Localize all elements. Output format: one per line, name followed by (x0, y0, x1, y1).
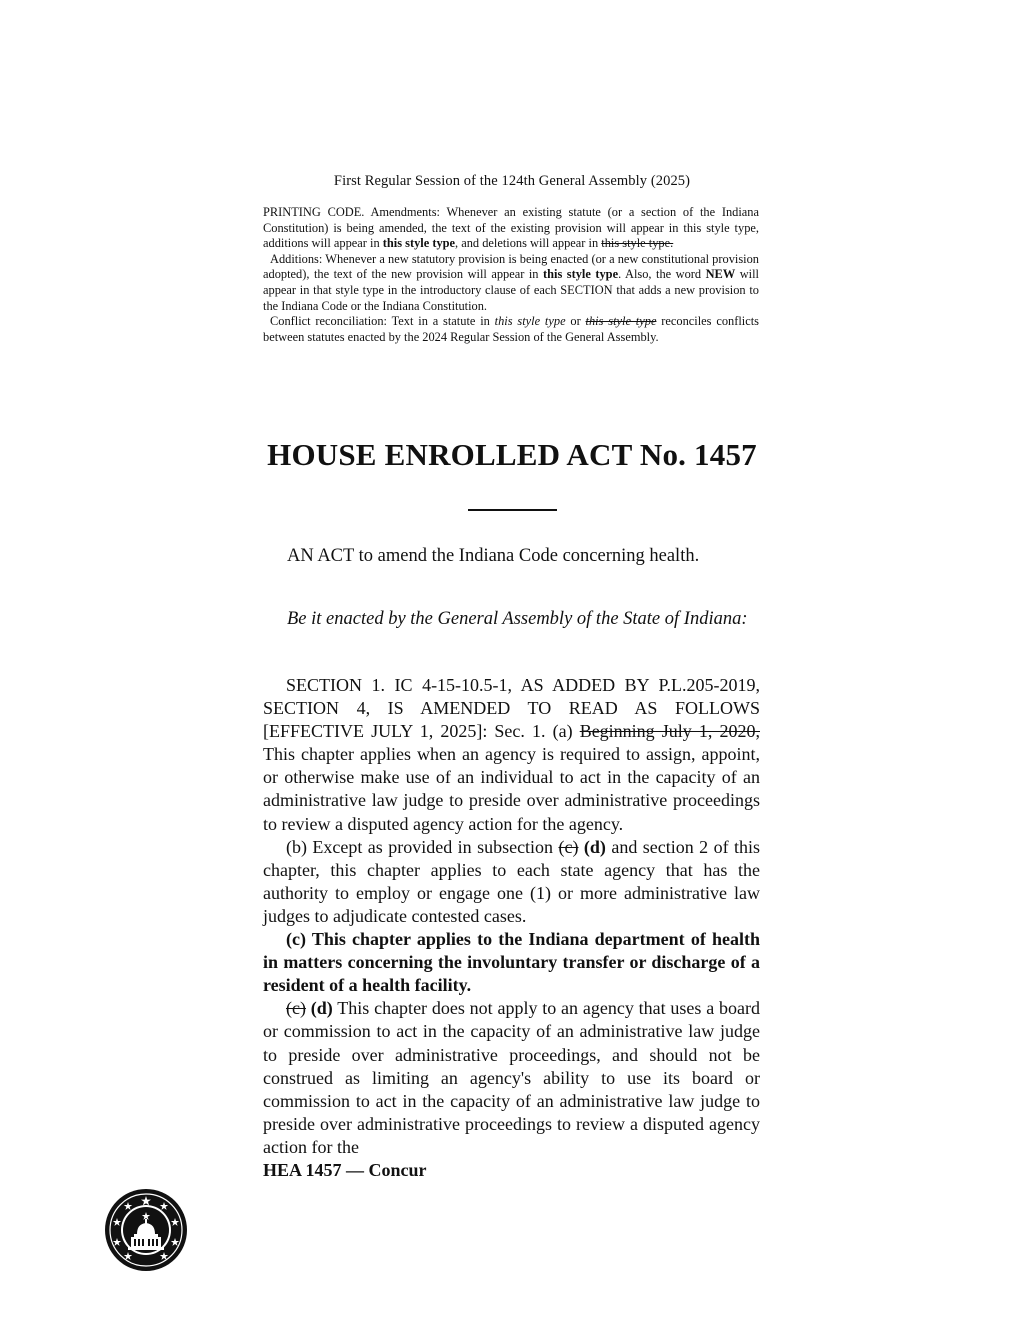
additions-style-sample: this style type (382, 236, 456, 251)
deletions-style-sample: this style type. (601, 236, 674, 251)
subsection-c-new: (c) This chapter applies to the Indiana department of health in matters concerning the involuntary transfer or discharge of a resident of a health facility. (263, 929, 760, 996)
session-heading: First Regular Session of the 124th General Assembly (2025) (333, 173, 691, 189)
section-1-body (263, 674, 760, 1159)
amendments-text-2: , and deletions will appear in (455, 236, 602, 251)
subsection-d-text: This chapter does not apply to an agency that uses a board or commission to act in the capacity of an administrative law judge to preside over administrative proceedings, and should not be construed as limiting an agency's ability to use its board or commission to act in the capacity of an administrative law judge to preside over administrative proceedings to review a disputed agency action for the (263, 998, 761, 1157)
conflict-italic-strike-sample: this style type (585, 314, 657, 329)
footer-identifier: HEA 1457 — Concur (263, 1160, 427, 1180)
deleted-subsection-label: (c) (286, 998, 306, 1019)
amendments-paragraph (263, 205, 759, 252)
title-divider (468, 509, 557, 511)
subsection-d (263, 997, 760, 1159)
act-title: HOUSE ENROLLED ACT No. 1457 (267, 437, 757, 472)
section-1-intro: SECTION 1. IC 4-15-10.5-1, AS ADDED BY P.L.205-2019, SECTION 4, IS AMENDED TO READ AS FOLLOWS [EFFECTIVE JULY 1, 2025]: Sec. 1. (a) (263, 675, 760, 742)
indiana-state-seal-icon (104, 1188, 188, 1272)
additions-text-3: will appear in that style type in the introductory clause of each SECTION that adds a new provision to the Indiana Code or the Indiana Constitution. (263, 267, 759, 313)
deleted-subsection-ref: (c) (558, 836, 579, 857)
subsection-a (263, 674, 760, 836)
subsection-a-text: This chapter applies when an agency is required to assign, appoint, or otherwise make use of an individual to act in the capacity of an administrative law judge to preside over administrative proceedings to review a disputed agency action for the agency. (263, 744, 760, 834)
conflict-text-3: reconciles conflicts between statutes enacted by the 2024 Regular Session of the General Assembly. (263, 314, 759, 344)
added-subsection-label: (d) (305, 998, 333, 1019)
new-word-sample: NEW (705, 267, 736, 282)
additions-text: Additions: Whenever a new statutory provision is being enacted (or a new constitutional provision adopted), the text of the new provision will appear in (263, 251, 759, 282)
subsection-b-text: and section 2 of this chapter, this chapter applies to each state agency that has the authority to employ or engage one (1) or more administrative law judges to adjudicate contested cases. (263, 836, 761, 926)
deleted-date-text: Beginning July 1, 2020, (579, 721, 760, 742)
enacting-clause: Be it enacted by the General Assembly of the State of Indiana: (287, 609, 748, 629)
added-subsection-ref: (d) (578, 836, 606, 857)
act-description: AN ACT to amend the Indiana Code concerning health. (287, 546, 700, 566)
additions-paragraph (263, 252, 759, 314)
printing-code-notice (263, 205, 759, 345)
subsection-b (263, 836, 760, 928)
conflict-paragraph (263, 314, 759, 345)
additions-text-2: . Also, the word (618, 267, 706, 282)
new-provision-style-sample: this style type (543, 267, 619, 282)
conflict-text: Conflict reconciliation: Text in a statute in (270, 314, 495, 329)
subsection-b-start: (b) Except as provided in subsection (286, 836, 559, 857)
amendments-text: PRINTING CODE. Amendments: Whenever an existing statute (or a section of the Indiana Constitution) is being amended, the text of the existing provision will appear in this style type, additions will appear in (263, 205, 759, 251)
conflict-italic-sample: this style type (494, 314, 566, 329)
conflict-text-2: or (565, 314, 586, 329)
